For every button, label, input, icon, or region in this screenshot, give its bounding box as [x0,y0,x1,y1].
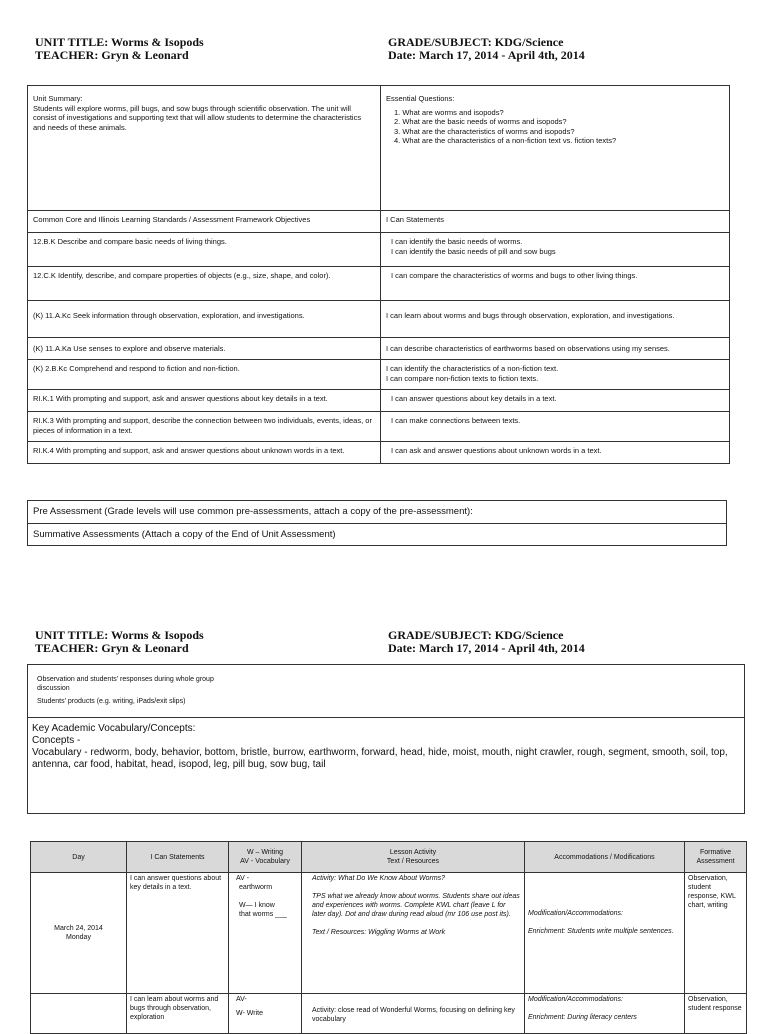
writing-header-line: W – Writing [246,849,284,856]
writing-prompt: that worms ___ [239,911,287,918]
standard-text: RI.K.1 With prompting and support, ask and answer questions about key details in a text. [28,390,381,412]
ican-text: I can ask and answer questions about unknown words in a text. [381,442,730,464]
table-row [28,301,730,338]
essential-question: 1. What are worms and isopods? [394,107,504,117]
formative-header-line: Formative [699,849,732,856]
concepts-label: Concepts - [32,735,81,746]
essential-question: 4. What are the characteristics of a non-fiction text vs. fiction texts? [394,136,617,145]
modification-label: Modification/Accommodations: [528,910,623,917]
ican-text: I can describe characteristics of earthworms based on observations using my senses. [381,338,730,360]
day-cell [31,873,127,994]
activity-header-line: Lesson Activity [389,849,437,856]
observation-section [28,665,744,718]
table-row [28,360,730,390]
formative-cell: Observation, student response [685,994,747,1034]
essential-question: 3. What are the characteristics of worms and isopods? [394,126,575,136]
essential-questions-label: Essential Questions: [386,94,455,103]
resources-header-line: Text / Resources [386,858,440,865]
observation-text: Observation and students' responses during whole group [37,676,214,683]
activity-header [302,842,525,873]
table-row [28,412,730,442]
standards-table [27,85,730,464]
teacher: TEACHER: Gryn & Leonard [35,641,189,655]
date-range: Date: March 17, 2014 - April 4th, 2014 [388,48,585,62]
lesson-table [30,841,747,1034]
day-weekday: Monday [66,934,91,941]
table-row [28,338,730,360]
observation-vocabulary-box [27,664,745,814]
standard-text: 12.C.K Identify, describe, and compare properties of objects (e.g., size, shape, and color). [28,267,381,301]
standards-column-header: Common Core and Illinois Learning Standards / Assessment Framework Objectives [28,211,381,233]
unit-summary-label: Unit Summary: [33,94,83,103]
ican-text: I can identify the basic needs of pill and sow bugs [391,246,556,256]
date-range: Date: March 17, 2014 - April 4th, 2014 [388,641,585,655]
av-word: earthworm [239,884,273,891]
ican-text: I can identify the basic needs of worms. [391,237,523,246]
standard-text: (K) 11.A.Ka Use senses to explore and observe materials. [28,338,381,360]
vocabulary-section [28,718,744,776]
standard-text: RI.K.4 With prompting and support, ask and answer questions about unknown words in a text. [28,442,381,464]
standard-text: (K) 2.B.Kc Comprehend and respond to fiction and non-fiction. [28,360,381,390]
unit-summary-text: Students will explore worms, pill bugs, and sow bugs through scientific observation. The unit will consist of investigations and supporting text that will allow students to determine the characteristics and needs of these animals. [33,103,362,132]
pre-assessment-box [27,500,727,524]
vocab-header-line: AV - Vocabulary [240,858,290,865]
day-cell [31,994,127,1034]
grade-subject: GRADE/SUBJECT: KDG/Science [388,35,564,49]
lesson-header-row [31,842,747,873]
activity-cell [302,873,525,994]
accommodations-header: Accommodations / Modifications [525,842,685,873]
ican-text: I can answer questions about key details in a text. [381,390,730,412]
unit-title: UNIT TITLE: Worms & Isopods [35,35,204,49]
table-row [28,233,730,267]
text-resources: Text / Resources: Wiggling Worms at Work [312,929,446,936]
observation-text: Students' products (e.g. writing, iPads/exit slips) [37,698,186,705]
writing-prompt: W- Write [236,1010,263,1017]
table-row [31,994,747,1034]
summative-assessment-text: Summative Assessments (Attach a copy of the End of Unit Assessment) [33,529,336,540]
ican-header: I Can Statements [127,842,229,873]
formative-cell: Observation, student response, KWL chart, writing [685,873,747,994]
ican-cell: I can learn about worms and bugs through observation, exploration [127,994,229,1034]
activity-cell [302,994,525,1034]
ican-cell [381,360,730,390]
unit-summary-cell [28,86,381,211]
standard-text: 12.B.K Describe and compare basic needs of living things. [28,233,381,267]
standard-text: RI.K.3 With prompting and support, describe the connection between two individuals, events, ideas, or pieces of information in a text. [28,412,381,442]
modification-label: Modification/Accommodations: [528,996,623,1003]
activity-description: TPS what we already know about worms. Students share out ideas and experiences with worms. Complete KWL chart (leave L for later day). Dot and draw during read aloud (mr 106 use post its). [312,893,520,918]
enrichment-text: Enrichment: Students write multiple sentences. [528,928,674,935]
ican-text: I can identify the characteristics of a non-fiction text. [386,364,559,373]
ican-text: I can make connections between texts. [381,412,730,442]
writing-vocab-header [229,842,302,873]
enrichment-text: Enrichment: During literacy centers [528,1014,637,1021]
table-row [31,873,747,994]
writing-vocab-cell [229,994,302,1034]
day-date: March 24, 2014 [54,925,103,932]
standard-text: (K) 11.A.Kc Seek information through observation, exploration, and investigations. [28,301,381,338]
teacher: TEACHER: Gryn & Leonard [35,48,189,62]
activity-title: Activity: What Do We Know About Worms? [312,875,446,882]
accommodations-cell [525,873,685,994]
activity-title: Activity: close read of Wonderful Worms, focusing on defining key vocabulary [312,1007,515,1023]
table-row [28,267,730,301]
assessment-header-line: Assessment [696,858,735,865]
accommodations-cell [525,994,685,1034]
writing-vocab-cell [229,873,302,994]
table-row [28,390,730,412]
ican-cell [381,233,730,267]
writing-prompt: W— I know [239,902,275,909]
vocabulary-title: Key Academic Vocabulary/Concepts: [32,723,196,734]
essential-question: 2. What are the basic needs of worms and isopods? [394,117,567,126]
unit-title: UNIT TITLE: Worms & Isopods [35,628,204,642]
ican-column-header: I Can Statements [381,211,730,233]
ican-text: I can compare the characteristics of worms and bugs to other living things. [381,267,730,301]
pre-assessment-text: Pre Assessment (Grade levels will use common pre-assessments, attach a copy of the pre-assessment): [33,506,473,517]
av-label: AV - [236,875,250,882]
day-header: Day [31,842,127,873]
observation-text: discussion [37,685,70,692]
av-label: AV- [236,996,247,1003]
ican-text: I can learn about worms and bugs through observation, exploration, and investigations. [381,301,730,338]
ican-cell: I can answer questions about key details in a text. [127,873,229,994]
essential-questions-cell [381,86,730,211]
table-row [28,442,730,464]
ican-text: I can compare non-fiction texts to fiction texts. [386,373,539,383]
vocabulary-list: Vocabulary - redworm, body, behavior, bottom, bristle, burrow, earthworm, forward, head, hide, moist, mouth, night crawler, rough, segment, smooth, soil, top, antenna, car food, habitat, head, isopod, leg, pill bug, sow bug, tail [32,747,728,770]
grade-subject: GRADE/SUBJECT: KDG/Science [388,628,564,642]
summative-assessment-box [27,523,727,546]
formative-header [685,842,747,873]
